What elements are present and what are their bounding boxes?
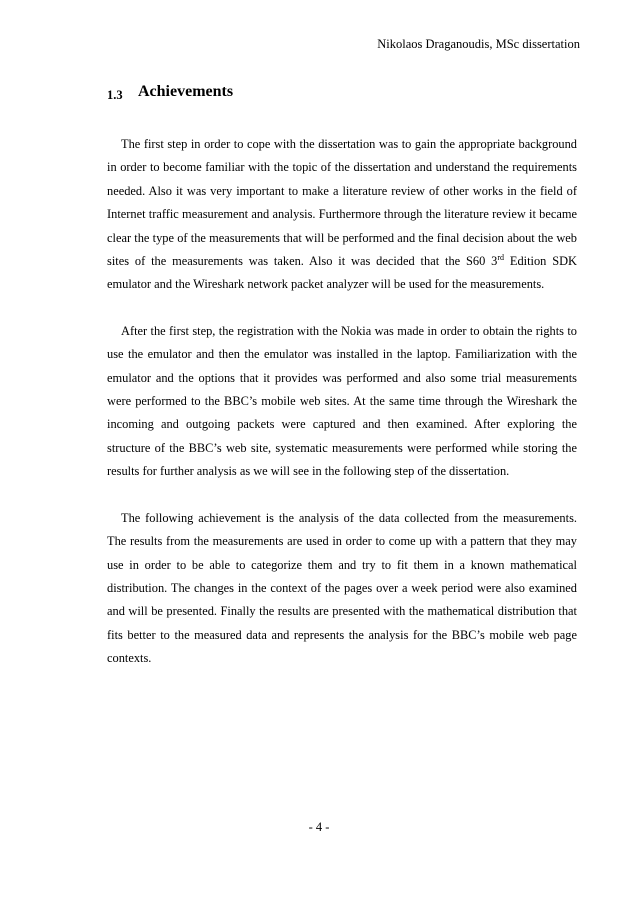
section-title: Achievements [138,83,234,100]
paragraph-1-text-b: Edition SDK emulator and the Wireshark network packet analyzer will be used for the measurements. [107,254,578,292]
running-header: Nikolaos Draganoudis, MSc dissertation [377,37,580,51]
section-heading [107,83,577,107]
paragraph-3: The following achievement is the analysis of the data collected from the measurements. The results from the measurements are used in order to come up with a pattern that they may use in order to be able to categorize them and try to fit them in a known mathematical distribution. The changes in the context of the pages over a week period were also examined and will be presented. Finally the results are presented with the mathematical distribution that fits better to the measured data and represents the analysis for the BBC’s mobile web page contexts. [107,510,577,666]
page-number: - 4 - [308,820,330,834]
body-text [107,133,577,694]
paragraph-2: After the first step, the registration with the Nokia was made in order to obtain the rights to use the emulator and then the emulator was installed in the laptop. Familiarization with the emulator and the options that it provides was performed and also some trial measurements were performed to the BBC’s mobile web sites. At the same time through the Wireshark the incoming and outgoing packets were captured and then examined. After exploring the structure of the BBC’s web site, systematic measurements were performed while storing the results for further analysis as we will see in the following step of the dissertation. [107,323,577,479]
paragraph-1 [107,133,577,297]
ordinal-superscript: rd [497,253,505,263]
paragraph-1-text-a: The first step in order to cope with the dissertation was to gain the appropriate background in order to become familiar with the topic of the dissertation and understand the requirements needed. Also it was very important to make a literature review of other works in the field of Internet traffic measurement and analysis. Furthermore through the literature review it became clear the type of the measurements that will be performed and the final decision about the web sites of the measurements was taken. Also it was decided that the S60 3 [107,137,577,269]
section-number: 1.3 [107,88,123,102]
